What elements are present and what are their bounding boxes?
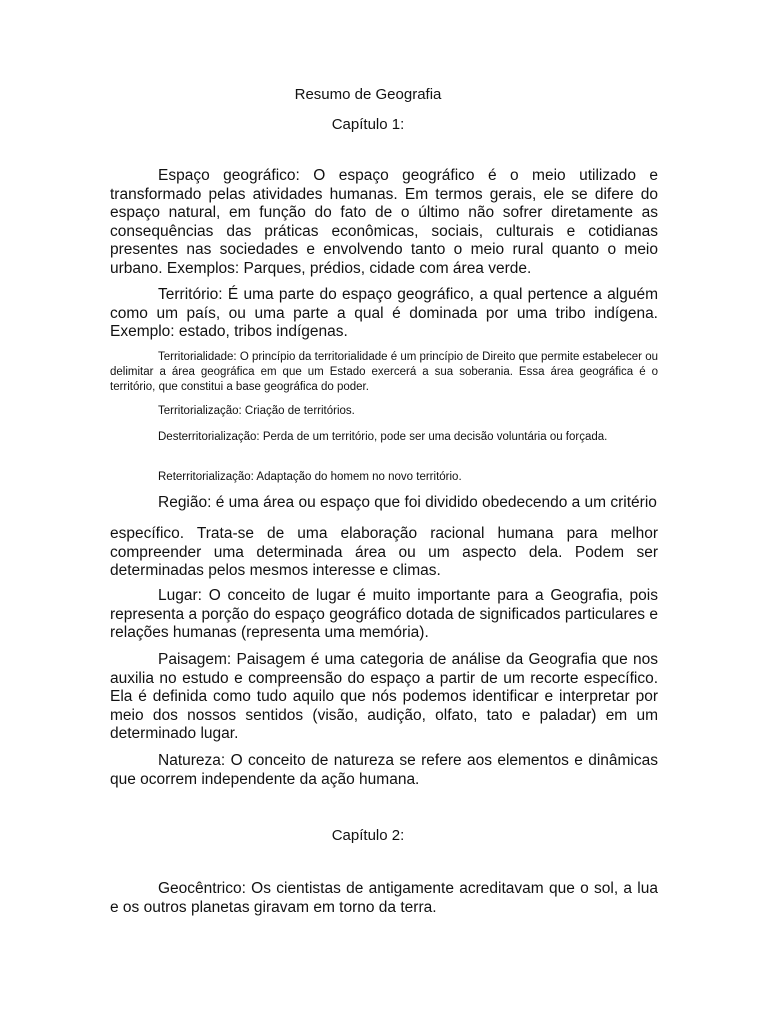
chapter-2-heading: Capítulo 2: <box>331 827 405 844</box>
document-title: Resumo de Geografia <box>294 86 442 103</box>
paragraph-geocentrico: Geocêntrico: Os cientistas de antigamente acreditavam que o sol, a lua e os outros planetas giravam em torno da terra. <box>110 880 658 916</box>
paragraph-territorio: Território: É uma parte do espaço geográfico, a qual pertence a alguém como um país, ou uma parte a qual é dominada por uma tribo indígena. Exemplo: estado, tribos indígenas. <box>110 286 658 340</box>
paragraph-territorializacao: Territorialização: Criação de territórios. <box>158 405 355 417</box>
paragraph-lugar: Lugar: O conceito de lugar é muito importante para a Geografia, pois representa a porção do espaço geográfico dotada de significados particulares e relações humanas (representa uma memória). <box>110 587 658 641</box>
paragraph-desterritorializacao: Desterritorialização: Perda de um território, pode ser uma decisão voluntária ou forçada. <box>158 431 608 443</box>
paragraph-regiao-continued: específico. Trata-se de uma elaboração racional humana para melhor compreender uma determinada área ou um aspecto dela. Podem ser determinadas pelos mesmos interesse e climas. <box>110 525 658 579</box>
paragraph-regiao-start: Região: é uma área ou espaço que foi dividido obedecendo a um critério <box>158 494 657 511</box>
chapter-1-heading: Capítulo 1: <box>331 116 405 133</box>
paragraph-paisagem: Paisagem: Paisagem é uma categoria de análise da Geografia que nos auxilia no estudo e compreensão do espaço a partir de um recorte específico. Ela é definida como tudo aquilo que nós podemos identificar e interpretar por meio dos nossos sentidos (visão, audição, olfato, tato e paladar) em um determinado lugar. <box>110 651 658 742</box>
paragraph-territorialidade: Territorialidade: O princípio da territorialidade é um princípio de Direito que permite estabelecer ou delimitar a área geográfica em que um Estado exercerá a sua soberania. Essa área geográfica é o território, que constitui a base geográfica do poder. <box>110 351 658 393</box>
paragraph-espaco-geografico: Espaço geográfico: O espaço geográfico é o meio utilizado e transformado pelas atividades humanas. Em termos gerais, ele se difere do espaço natural, em função do fato de o último não sofrer diretamente as consequências das práticas econômicas, sociais, culturais e cotidianas presentes nas sociedades e envolvendo tanto o meio rural quanto o meio urbano. Exemplos: Parques, prédios, cidade com área verde. <box>110 167 658 277</box>
paragraph-natureza: Natureza: O conceito de natureza se refere aos elementos e dinâmicas que ocorrem independente da ação humana. <box>110 752 658 788</box>
paragraph-reterritorializacao: Reterritorialização: Adaptação do homem no novo território. <box>158 471 462 483</box>
